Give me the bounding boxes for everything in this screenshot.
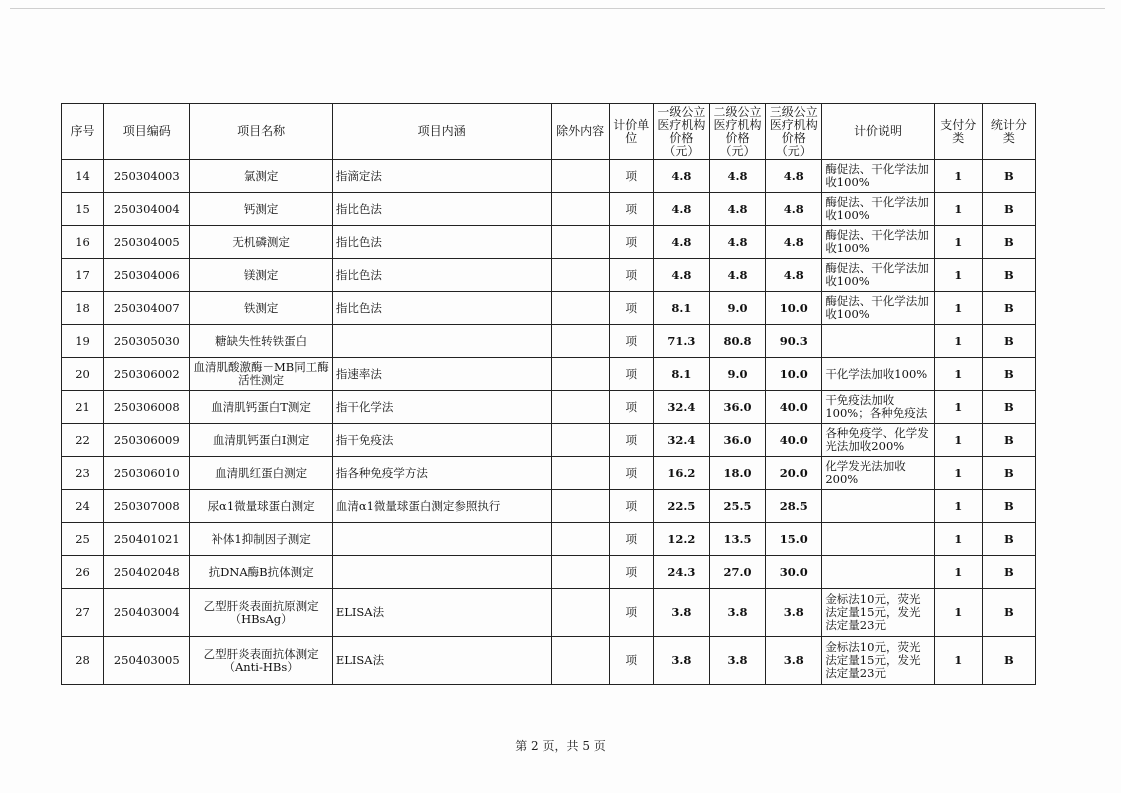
table-row xyxy=(62,391,1036,424)
cell-code: 250304007 xyxy=(104,292,190,325)
cell-note xyxy=(822,523,934,556)
cell-seq: 18 xyxy=(62,292,104,325)
cell-code: 250306008 xyxy=(104,391,190,424)
cell-name: 血清肌钙蛋白I测定 xyxy=(190,424,332,457)
cell-excluded xyxy=(551,259,609,292)
cell-price-level1: 8.1 xyxy=(653,358,709,391)
cell-price-level1: 32.4 xyxy=(653,391,709,424)
cell-code: 250307008 xyxy=(104,490,190,523)
cell-name: 氯测定 xyxy=(190,160,332,193)
table-row xyxy=(62,226,1036,259)
cell-code: 250306010 xyxy=(104,457,190,490)
cell-stat-class: B xyxy=(982,259,1035,292)
cell-note: 各种免疫学、化学发光法加收200% xyxy=(822,424,934,457)
cell-pay-class: 1 xyxy=(934,556,982,589)
cell-unit: 项 xyxy=(609,490,653,523)
cell-name: 钙测定 xyxy=(190,193,332,226)
cell-price-level2: 36.0 xyxy=(709,391,765,424)
cell-stat-class: B xyxy=(982,490,1035,523)
cell-stat-class: B xyxy=(982,193,1035,226)
table-row xyxy=(62,490,1036,523)
cell-excluded xyxy=(551,523,609,556)
cell-code: 250304006 xyxy=(104,259,190,292)
table-row xyxy=(62,259,1036,292)
cell-price-level3: 20.0 xyxy=(766,457,822,490)
cell-excluded xyxy=(551,391,609,424)
cell-name: 血清肌钙蛋白T测定 xyxy=(190,391,332,424)
cell-name: 镁测定 xyxy=(190,259,332,292)
table-row xyxy=(62,556,1036,589)
cell-pay-class: 1 xyxy=(934,637,982,685)
cell-seq: 15 xyxy=(62,193,104,226)
cell-stat-class: B xyxy=(982,292,1035,325)
cell-name: 抗DNA酶B抗体测定 xyxy=(190,556,332,589)
cell-price-level3: 30.0 xyxy=(766,556,822,589)
cell-seq: 22 xyxy=(62,424,104,457)
cell-excluded xyxy=(551,490,609,523)
cell-note: 酶促法、干化学法加收100% xyxy=(822,193,934,226)
cell-price-level2: 4.8 xyxy=(709,226,765,259)
cell-content: 指比色法 xyxy=(332,259,551,292)
cell-name: 尿α1微量球蛋白测定 xyxy=(190,490,332,523)
cell-seq: 28 xyxy=(62,637,104,685)
header-unit: 计价单位 xyxy=(609,104,653,160)
cell-seq: 24 xyxy=(62,490,104,523)
cell-code: 250304004 xyxy=(104,193,190,226)
cell-price-level3: 90.3 xyxy=(766,325,822,358)
cell-price-level3: 10.0 xyxy=(766,358,822,391)
cell-seq: 14 xyxy=(62,160,104,193)
header-price-level3: 三级公立医疗机构价格（元） xyxy=(766,104,822,160)
cell-price-level2: 25.5 xyxy=(709,490,765,523)
cell-pay-class: 1 xyxy=(934,424,982,457)
cell-price-level3: 15.0 xyxy=(766,523,822,556)
cell-stat-class: B xyxy=(982,391,1035,424)
cell-content: 指各种免疫学方法 xyxy=(332,457,551,490)
cell-code: 250403005 xyxy=(104,637,190,685)
cell-price-level2: 36.0 xyxy=(709,424,765,457)
cell-price-level1: 3.8 xyxy=(653,637,709,685)
table-row xyxy=(62,637,1036,685)
cell-unit: 项 xyxy=(609,637,653,685)
cell-price-level1: 8.1 xyxy=(653,292,709,325)
page-number: 第 2 页，共 5 页 xyxy=(515,739,606,753)
table-row xyxy=(62,160,1036,193)
cell-pay-class: 1 xyxy=(934,193,982,226)
cell-excluded xyxy=(551,457,609,490)
cell-seq: 19 xyxy=(62,325,104,358)
cell-stat-class: B xyxy=(982,556,1035,589)
header-seq: 序号 xyxy=(62,104,104,160)
cell-pay-class: 1 xyxy=(934,589,982,637)
cell-seq: 26 xyxy=(62,556,104,589)
cell-name: 补体1抑制因子测定 xyxy=(190,523,332,556)
cell-content: 指比色法 xyxy=(332,292,551,325)
cell-price-level2: 80.8 xyxy=(709,325,765,358)
cell-code: 250306009 xyxy=(104,424,190,457)
cell-note: 金标法10元，荧光法定量15元，发光法定量23元 xyxy=(822,589,934,637)
cell-stat-class: B xyxy=(982,457,1035,490)
cell-name: 血清肌红蛋白测定 xyxy=(190,457,332,490)
cell-seq: 27 xyxy=(62,589,104,637)
cell-code: 250403004 xyxy=(104,589,190,637)
cell-content: 指速率法 xyxy=(332,358,551,391)
cell-pay-class: 1 xyxy=(934,358,982,391)
cell-note xyxy=(822,325,934,358)
cell-price-level2: 27.0 xyxy=(709,556,765,589)
cell-unit: 项 xyxy=(609,259,653,292)
header-excluded: 除外内容 xyxy=(551,104,609,160)
cell-price-level1: 12.2 xyxy=(653,523,709,556)
cell-name: 乙型肝炎表面抗体测定（Anti-HBs） xyxy=(190,637,332,685)
cell-excluded xyxy=(551,160,609,193)
cell-price-level2: 18.0 xyxy=(709,457,765,490)
header-code: 项目编码 xyxy=(104,104,190,160)
table-header-row xyxy=(62,104,1036,160)
cell-stat-class: B xyxy=(982,226,1035,259)
cell-name: 无机磷测定 xyxy=(190,226,332,259)
cell-note: 干化学法加收100% xyxy=(822,358,934,391)
cell-code: 250304005 xyxy=(104,226,190,259)
table-row xyxy=(62,325,1036,358)
cell-content: 血清α1微量球蛋白测定参照执行 xyxy=(332,490,551,523)
header-pay-class: 支付分类 xyxy=(934,104,982,160)
cell-pay-class: 1 xyxy=(934,259,982,292)
cell-price-level2: 4.8 xyxy=(709,259,765,292)
cell-pay-class: 1 xyxy=(934,160,982,193)
cell-excluded xyxy=(551,589,609,637)
header-content: 项目内涵 xyxy=(332,104,551,160)
cell-seq: 23 xyxy=(62,457,104,490)
cell-price-level1: 71.3 xyxy=(653,325,709,358)
cell-name: 糖缺失性转铁蛋白 xyxy=(190,325,332,358)
cell-price-level3: 3.8 xyxy=(766,589,822,637)
cell-code: 250401021 xyxy=(104,523,190,556)
cell-excluded xyxy=(551,292,609,325)
cell-price-level3: 40.0 xyxy=(766,424,822,457)
cell-excluded xyxy=(551,637,609,685)
cell-note: 金标法10元，荧光法定量15元，发光法定量23元 xyxy=(822,637,934,685)
cell-note: 干免疫法加收100%；各种免疫法 xyxy=(822,391,934,424)
cell-content: 指干免疫法 xyxy=(332,424,551,457)
cell-price-level1: 16.2 xyxy=(653,457,709,490)
cell-price-level1: 3.8 xyxy=(653,589,709,637)
cell-unit: 项 xyxy=(609,589,653,637)
cell-pay-class: 1 xyxy=(934,490,982,523)
cell-unit: 项 xyxy=(609,457,653,490)
cell-content xyxy=(332,325,551,358)
header-stat-class: 统计分类 xyxy=(982,104,1035,160)
cell-content: 指比色法 xyxy=(332,226,551,259)
cell-price-level1: 22.5 xyxy=(653,490,709,523)
cell-note: 酶促法、干化学法加收100% xyxy=(822,259,934,292)
cell-content: 指比色法 xyxy=(332,193,551,226)
cell-price-level3: 4.8 xyxy=(766,160,822,193)
cell-unit: 项 xyxy=(609,292,653,325)
table-row xyxy=(62,523,1036,556)
cell-content xyxy=(332,556,551,589)
cell-pay-class: 1 xyxy=(934,391,982,424)
cell-note xyxy=(822,556,934,589)
cell-excluded xyxy=(551,556,609,589)
table-row xyxy=(62,457,1036,490)
cell-note: 酶促法、干化学法加收100% xyxy=(822,292,934,325)
cell-seq: 16 xyxy=(62,226,104,259)
table-row xyxy=(62,193,1036,226)
table-row xyxy=(62,358,1036,391)
cell-excluded xyxy=(551,424,609,457)
cell-price-level2: 9.0 xyxy=(709,292,765,325)
cell-unit: 项 xyxy=(609,523,653,556)
cell-stat-class: B xyxy=(982,160,1035,193)
table-row xyxy=(62,589,1036,637)
cell-unit: 项 xyxy=(609,391,653,424)
cell-stat-class: B xyxy=(982,358,1035,391)
cell-note: 化学发光法加收200% xyxy=(822,457,934,490)
table-row xyxy=(62,292,1036,325)
cell-price-level3: 3.8 xyxy=(766,637,822,685)
cell-note: 酶促法、干化学法加收100% xyxy=(822,160,934,193)
cell-content: ELISA法 xyxy=(332,589,551,637)
cell-code: 250306002 xyxy=(104,358,190,391)
cell-stat-class: B xyxy=(982,637,1035,685)
cell-seq: 20 xyxy=(62,358,104,391)
cell-excluded xyxy=(551,325,609,358)
cell-unit: 项 xyxy=(609,226,653,259)
cell-price-level2: 3.8 xyxy=(709,637,765,685)
header-price-level1: 一级公立医疗机构价格（元） xyxy=(653,104,709,160)
cell-unit: 项 xyxy=(609,424,653,457)
cell-price-level1: 24.3 xyxy=(653,556,709,589)
cell-content xyxy=(332,523,551,556)
cell-price-level2: 9.0 xyxy=(709,358,765,391)
cell-pay-class: 1 xyxy=(934,226,982,259)
cell-price-level2: 4.8 xyxy=(709,160,765,193)
cell-pay-class: 1 xyxy=(934,292,982,325)
cell-content: 指干化学法 xyxy=(332,391,551,424)
cell-seq: 21 xyxy=(62,391,104,424)
cell-price-level3: 4.8 xyxy=(766,226,822,259)
cell-pay-class: 1 xyxy=(934,325,982,358)
cell-price-level1: 32.4 xyxy=(653,424,709,457)
cell-price-level2: 13.5 xyxy=(709,523,765,556)
cell-excluded xyxy=(551,358,609,391)
cell-price-level3: 28.5 xyxy=(766,490,822,523)
cell-name: 血清肌酸激酶－MB同工酶活性测定 xyxy=(190,358,332,391)
cell-price-level2: 3.8 xyxy=(709,589,765,637)
cell-unit: 项 xyxy=(609,325,653,358)
header-name: 项目名称 xyxy=(190,104,332,160)
table-body xyxy=(62,160,1036,685)
cell-code: 250304003 xyxy=(104,160,190,193)
page-top-rule xyxy=(10,8,1105,9)
cell-unit: 项 xyxy=(609,358,653,391)
cell-name: 铁测定 xyxy=(190,292,332,325)
cell-price-level1: 4.8 xyxy=(653,259,709,292)
cell-name: 乙型肝炎表面抗原测定（HBsAg） xyxy=(190,589,332,637)
cell-price-level2: 4.8 xyxy=(709,193,765,226)
cell-price-level3: 10.0 xyxy=(766,292,822,325)
cell-seq: 17 xyxy=(62,259,104,292)
price-table xyxy=(61,103,1036,685)
cell-excluded xyxy=(551,226,609,259)
cell-pay-class: 1 xyxy=(934,457,982,490)
table-row xyxy=(62,424,1036,457)
cell-pay-class: 1 xyxy=(934,523,982,556)
cell-content: ELISA法 xyxy=(332,637,551,685)
cell-price-level3: 40.0 xyxy=(766,391,822,424)
cell-code: 250402048 xyxy=(104,556,190,589)
cell-price-level3: 4.8 xyxy=(766,193,822,226)
cell-stat-class: B xyxy=(982,589,1035,637)
cell-excluded xyxy=(551,193,609,226)
cell-stat-class: B xyxy=(982,325,1035,358)
cell-price-level1: 4.8 xyxy=(653,226,709,259)
cell-price-level1: 4.8 xyxy=(653,160,709,193)
header-price-level2: 二级公立医疗机构价格（元） xyxy=(709,104,765,160)
cell-content: 指滴定法 xyxy=(332,160,551,193)
cell-unit: 项 xyxy=(609,160,653,193)
cell-stat-class: B xyxy=(982,424,1035,457)
cell-price-level1: 4.8 xyxy=(653,193,709,226)
cell-unit: 项 xyxy=(609,556,653,589)
cell-code: 250305030 xyxy=(104,325,190,358)
cell-stat-class: B xyxy=(982,523,1035,556)
cell-note: 酶促法、干化学法加收100% xyxy=(822,226,934,259)
cell-seq: 25 xyxy=(62,523,104,556)
cell-price-level3: 4.8 xyxy=(766,259,822,292)
cell-note xyxy=(822,490,934,523)
header-note: 计价说明 xyxy=(822,104,934,160)
cell-unit: 项 xyxy=(609,193,653,226)
